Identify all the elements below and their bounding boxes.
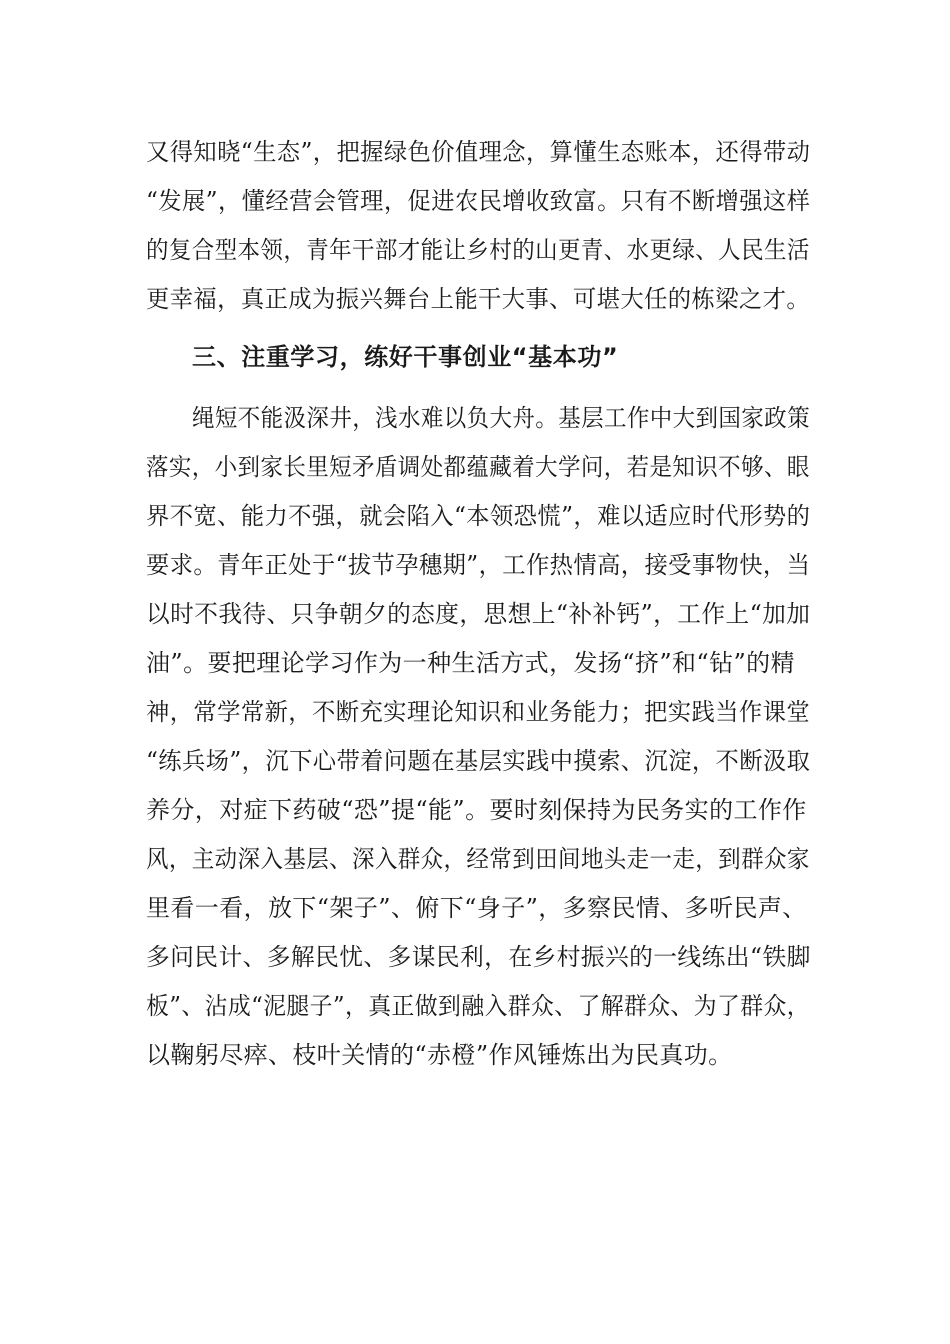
paragraph-line: 绳短不能汲深井，浅水难以负大舟。基层工作中大到国家政策 <box>192 404 810 432</box>
paragraph-line: 的复合型本领，青年干部才能让乡村的山更青、水更绿、人民生活 <box>146 236 810 264</box>
paragraph-line: “练兵场”，沉下心带着问题在基层实践中摸索、沉淀，不断汲取 <box>146 747 811 775</box>
paragraph-line: 风，主动深入基层、深入群众，经常到田间地头走一走，到群众家 <box>146 845 810 873</box>
paragraph-line: 又得知晓“生态”，把握绿色价值理念，算懂生态账本，还得带动 <box>146 138 811 166</box>
paragraph-line: 油”。要把理论学习作为一种生活方式，发扬“挤”和“钻”的精 <box>146 649 795 677</box>
paragraph-line: 以时不我待、只争朝夕的态度，思想上“补补钙”，工作上“加加 <box>146 600 811 628</box>
paragraph-line: 更幸福，真正成为振兴舞台上能干大事、可堪大任的栋梁之才。 <box>146 285 811 313</box>
paragraph-line: 多问民计、多解民忧、多谋民利，在乡村振兴的一线练出“铁脚 <box>146 943 811 971</box>
paragraph-line: 板”、沾成“泥腿子”，真正做到融入群众、了解群众、为了群众， <box>146 992 811 1020</box>
paragraph-line: “发展”，懂经营会管理，促进农民增收致富。只有不断增强这样 <box>146 187 811 215</box>
paragraph-line: 以鞠躬尽瘁、枝叶关情的“赤橙”作风锤炼出为民真功。 <box>146 1041 733 1069</box>
paragraph-line: 落实，小到家长里短矛盾调处都蕴藏着大学问，若是知识不够、眼 <box>146 453 810 481</box>
paragraph-line: 神，常学常新，不断充实理论知识和业务能力；把实践当作课堂 <box>146 698 811 726</box>
paragraph-line: 里看一看，放下“架子”、俯下“身子”，多察民情、多听民声、 <box>146 894 807 922</box>
paragraph-line: 界不宽、能力不强，就会陷入“本领恐慌”，难以适应时代形势的 <box>146 502 811 530</box>
paragraph-line: 要求。青年正处于“拔节孕穗期”，工作热情高，接受事物快，当 <box>146 551 811 579</box>
paragraph-line: 养分，对症下药破“恐”提“能”。要时刻保持为民务实的工作作 <box>146 796 807 824</box>
section-heading: 三、注重学习，练好干事创业“基本功” <box>192 343 619 371</box>
